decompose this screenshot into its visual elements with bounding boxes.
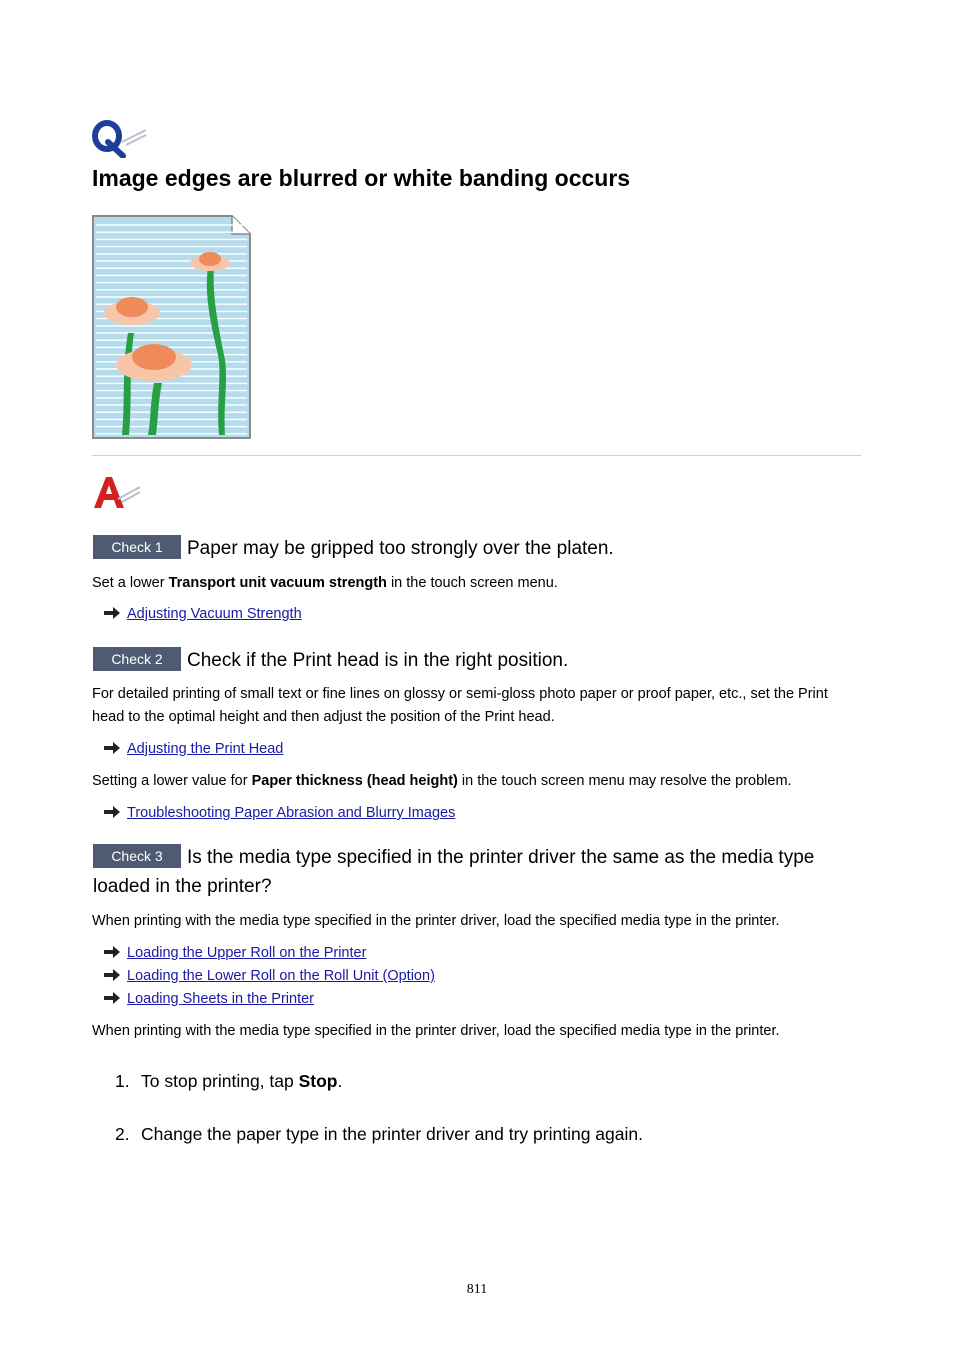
check-heading-text: Check if the Print head is in the right position. <box>187 650 569 671</box>
check-2-paragraph-1: For detailed printing of small text or fine lines on glossy or semi-gloss photo paper or proof paper, etc., set the Print head to the optimal height and then adjust the position of the Print head. <box>92 686 828 725</box>
check-2-heading <box>93 646 863 675</box>
link-item <box>103 739 283 759</box>
page-title: Image edges are blurred or white banding occurs <box>92 165 631 191</box>
check-badge: Check 1 <box>93 535 181 559</box>
link-item <box>103 604 302 624</box>
arrow-right-icon <box>103 946 121 958</box>
check-badge: Check 3 <box>93 844 181 868</box>
arrow-right-icon <box>103 992 121 1004</box>
link-loading-lower-roll[interactable]: Loading the Lower Roll on the Roll Unit (Option) <box>127 968 435 984</box>
check-3-paragraph-2: When printing with the media type specified in the printer driver, load the specified media type in the printer. <box>92 1023 780 1039</box>
check-1-paragraph: Set a lower Transport unit vacuum strength in the touch screen menu. <box>92 575 558 591</box>
step-2: 2. Change the paper type in the printer driver and try printing again. <box>115 1124 643 1144</box>
check-badge: Check 2 <box>93 647 181 671</box>
arrow-right-icon <box>103 969 121 981</box>
divider <box>92 455 861 456</box>
step-1: 1. To stop printing, tap Stop. <box>115 1071 343 1091</box>
link-item <box>103 943 366 963</box>
arrow-right-icon <box>103 742 121 754</box>
arrow-right-icon <box>103 806 121 818</box>
link-troubleshooting-abrasion[interactable]: Troubleshooting Paper Abrasion and Blurry Images <box>127 805 456 821</box>
blurred-banding-illustration <box>92 215 252 440</box>
check-3-heading <box>93 843 863 901</box>
link-adjusting-print-head[interactable]: Adjusting the Print Head <box>127 741 284 757</box>
question-icon <box>92 118 148 158</box>
link-item <box>103 989 314 1009</box>
check-1-heading <box>93 534 863 563</box>
page-number: 811 <box>466 1282 488 1297</box>
link-item <box>103 803 455 823</box>
check-3-paragraph-1: When printing with the media type specified in the printer driver, load the specified media type in the printer. <box>92 913 780 929</box>
arrow-right-icon <box>103 607 121 619</box>
check-2-paragraph-2: Setting a lower value for Paper thickness (head height) in the touch screen menu may resolve the problem. <box>92 773 792 789</box>
link-adjusting-vacuum-strength[interactable]: Adjusting Vacuum Strength <box>127 606 302 622</box>
link-loading-sheets[interactable]: Loading Sheets in the Printer <box>127 991 315 1007</box>
link-loading-upper-roll[interactable]: Loading the Upper Roll on the Printer <box>127 945 367 961</box>
link-item <box>103 966 435 986</box>
check-heading-text: Paper may be gripped too strongly over the platen. <box>187 538 614 559</box>
answer-icon <box>92 475 142 511</box>
check-heading-text: Is the media type specified in the printer driver the same as the media type loaded in the printer? <box>93 847 815 897</box>
